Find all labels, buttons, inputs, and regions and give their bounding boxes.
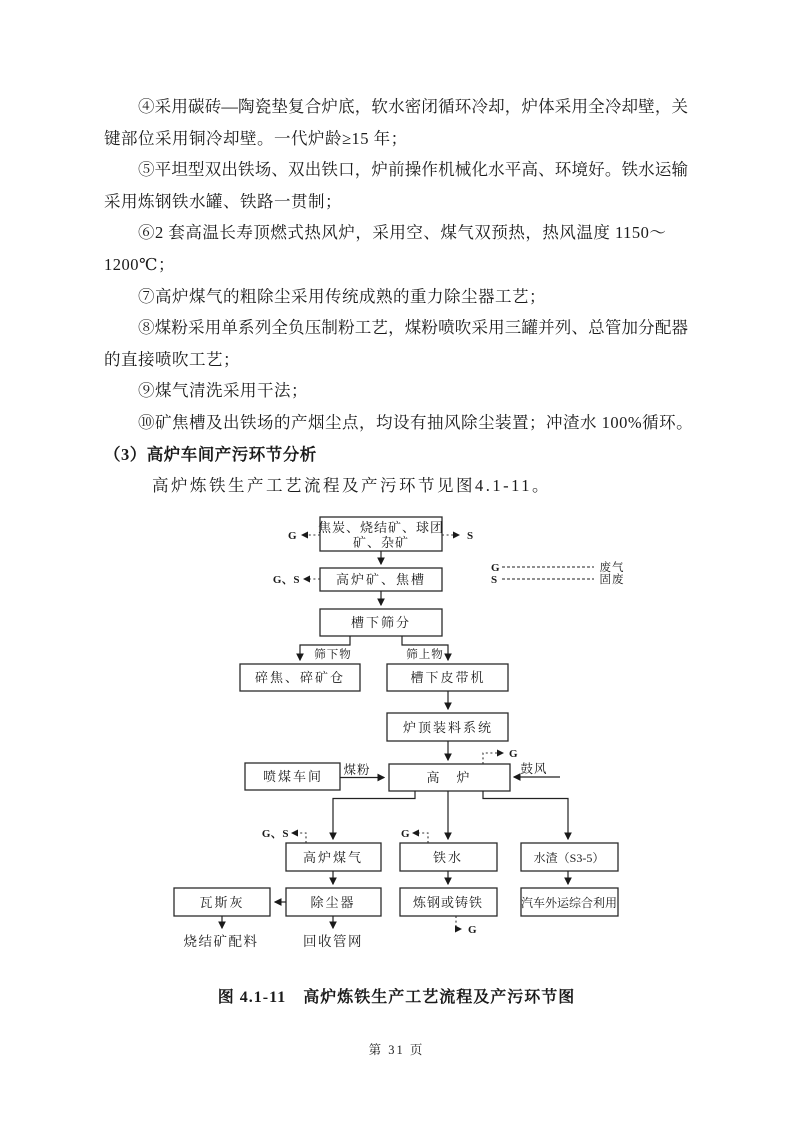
label-s-raw-right: S (467, 530, 474, 542)
box-raw-materials-label-line1: 焦炭、烧结矿、球团 (317, 520, 445, 535)
dotted-arrow-furnace-top-gas (483, 753, 503, 764)
label-g-hot-metal: G (400, 828, 410, 840)
dotted-arrow-steel-gas (456, 916, 461, 929)
label-g-furnace-top: G (509, 748, 519, 760)
label-recovery-network: 回收管网 (303, 934, 363, 949)
body-line-4: 采用炼钢铁水罐、铁路一贯制； (104, 191, 342, 211)
body-line-2: 键部位采用铜冷却壁。一代炉龄≥15 年； (104, 128, 408, 148)
label-sinter-batching: 烧结矿配料 (183, 934, 259, 949)
label-screen-under: 筛下物 (314, 649, 352, 661)
legend-s-symbol: S (491, 574, 498, 586)
box-crushed-bins-label: 碎焦、碎矿仓 (254, 670, 346, 685)
label-g-raw-left: G (287, 530, 297, 542)
box-deduster-label: 除尘器 (310, 895, 356, 910)
label-screen-over: 筛上物 (406, 649, 444, 661)
page-number: 第 31 页 (368, 1043, 425, 1057)
legend-solid-waste-label: 固废 (599, 574, 625, 586)
box-ore-coke-bunker-label: 高炉矿、焦槽 (335, 572, 427, 587)
box-slag-label: 水渣（S3-5） (533, 851, 605, 865)
dotted-arrow-hot-metal-gas (413, 833, 428, 843)
box-blast-furnace-label: 高 炉 (426, 770, 472, 785)
box-under-bunker-belt-label: 槽下皮带机 (410, 670, 486, 685)
flowchart-boxes (174, 517, 618, 916)
figure-caption: 图 4.1-11 高炉炼铁生产工艺流程及产污环节图 (217, 989, 576, 1006)
box-bf-gas-label: 高炉煤气 (302, 850, 364, 865)
body-line-9: 的直接喷吹工艺； (104, 349, 240, 369)
box-raw-materials-label-line2: 矿、杂矿 (352, 535, 410, 550)
body-line-10: ⑨煤气清洗采用干法； (138, 381, 308, 401)
label-gs-bunker-left: G、S (272, 574, 300, 586)
body-line-5: ⑥2 套高温长寿顶燃式热风炉，采用空、煤气双预热，热风温度 1150～ (138, 223, 667, 243)
label-g-steel: G (468, 924, 478, 936)
legend-g-symbol: G (491, 562, 501, 574)
body-line-7: ⑦高炉煤气的粗除尘采用传统成熟的重力除尘器工艺； (138, 286, 546, 306)
legend-waste-gas-label: 废气 (599, 562, 625, 574)
arrow-furnace-to-slag (483, 791, 568, 839)
section-heading: （3）高炉车间产污环节分析 (104, 444, 317, 464)
label-coal-powder: 煤粉 (343, 763, 371, 777)
box-screening-label: 槽下筛分 (350, 615, 412, 630)
box-steel-or-cast-label: 炼钢或铸铁 (412, 895, 484, 910)
flowchart-legend (491, 560, 625, 586)
label-gs-bf-gas: G、S (261, 828, 289, 840)
label-blast: 鼓风 (520, 762, 548, 776)
body-line-1: ④采用碳砖—陶瓷垫复合炉底，软水密闭循环冷却，炉体采用全冷却壁，关 (138, 97, 688, 116)
box-gas-ash-label: 瓦斯灰 (199, 895, 245, 910)
box-hot-metal-label: 铁水 (432, 850, 464, 865)
body-line-6: 1200℃； (104, 254, 175, 274)
body-line-3: ⑤平坦型双出铁场、双出铁口，炉前操作机械化水平高、环境好。铁水运输 (138, 160, 688, 180)
dotted-arrow-bf-gas-gs (292, 833, 306, 843)
box-top-loading-label: 炉顶装料系统 (402, 720, 494, 735)
box-truck-transport-label: 汽车外运综合利用 (520, 896, 618, 910)
figure-intro-line: 高炉炼铁生产工艺流程及产污环节见图4.1-11。 (152, 476, 552, 496)
body-line-8: ⑧煤粉采用单系列全负压制粉工艺，煤粉喷吹采用三罐并列、总管加分配器 (138, 318, 688, 338)
box-coal-injection-label: 喷煤车间 (262, 769, 324, 784)
body-line-11: ⑩矿焦槽及出铁场的产烟尘点，均设有抽风除尘装置；冲渣水 100%循环。 (138, 412, 694, 432)
